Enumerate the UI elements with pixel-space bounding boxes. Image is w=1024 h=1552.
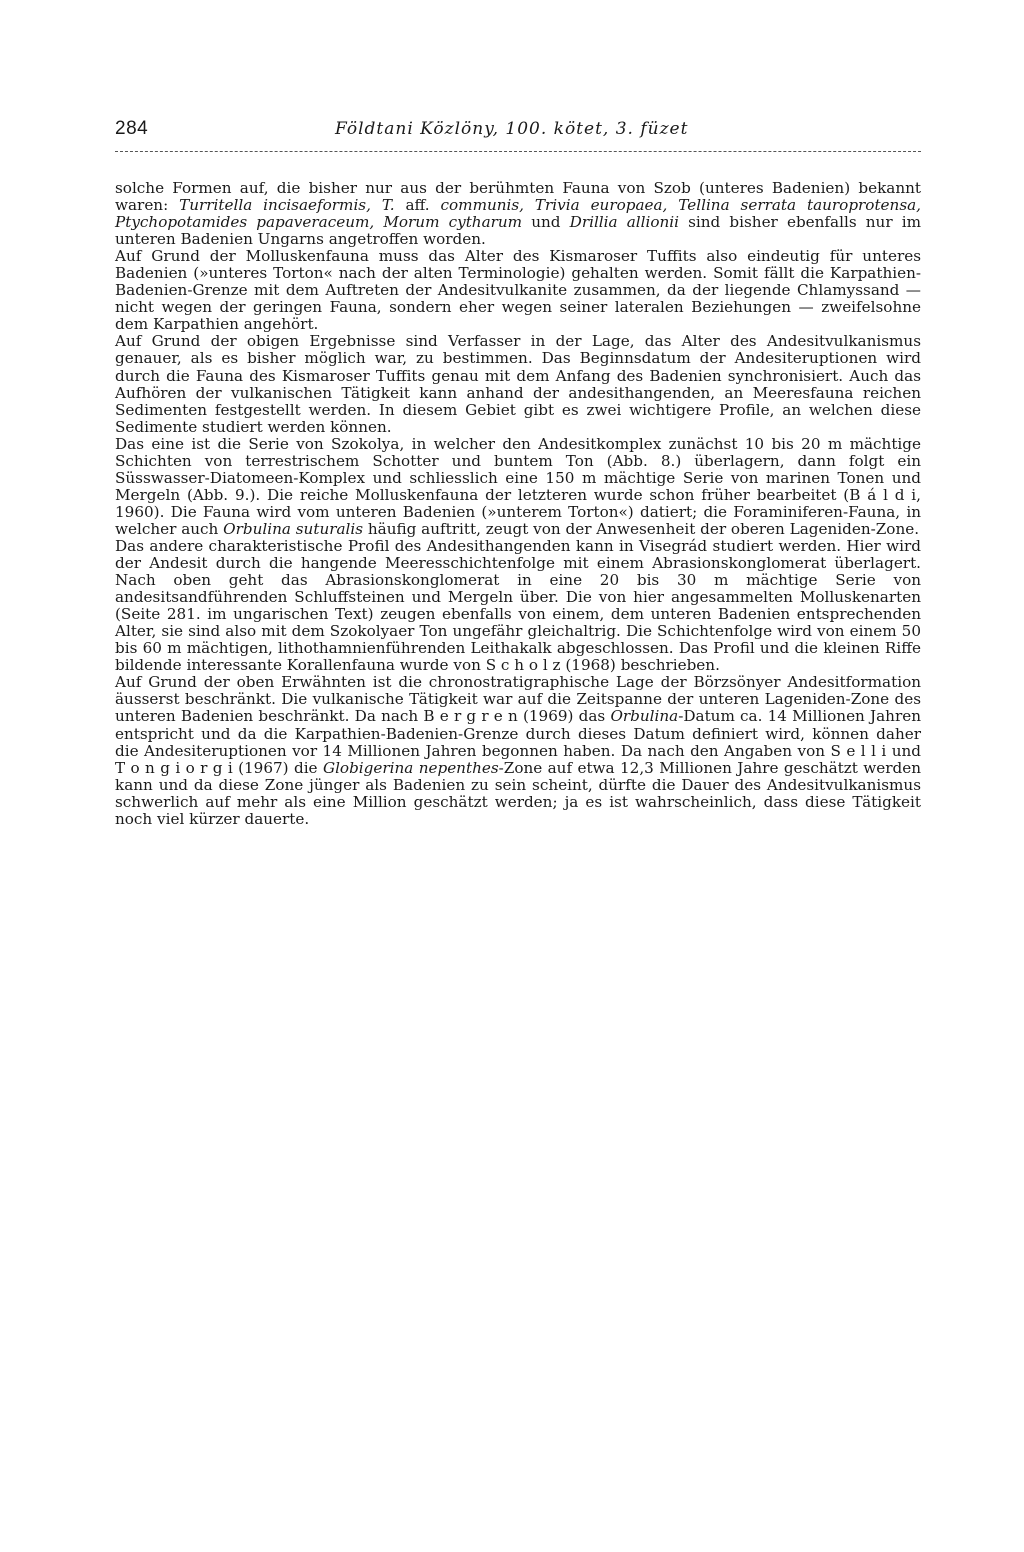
paragraph-1 [115, 180, 921, 248]
italic-run: Drillia allionii [569, 213, 679, 232]
text-run: sind bisher ebenfalls nur im unteren Badenien Ungarns angetroffen worden. [115, 213, 921, 249]
text-run: -Datum ca. 14 Millionen Jahren entspricht und da die Karpathien-Badenien-Grenze durch dieses Datum definiert wird, können daher die Andesiteruptionen vor 14 Millionen Jahren begonnen haben. Da nach den Angaben von S e l l i und T o n g i o r g i (1967) die [115, 707, 921, 777]
page-header [115, 118, 921, 148]
paragraph-4 [115, 436, 921, 538]
text-run: Auf Grund der obigen Ergebnisse sind Verfasser in der Lage, das Alter des Andesitvulkanismus genauer, als es bisher möglich war, zu bestimmen. Das Beginnsdatum der Andesiteruptionen wird durch die Fauna des Kismaroser Tuffits genau mit dem Anfang des Badenien synchronisiert. Auch das Aufhören der vulkanischen Tätigkeit kann anhand der andesithangenden, an Meeresfauna reichen Sedimenten festgestellt werden. In diesem Gebiet gibt es zwei wichtigere Profile, an welchen diese Sedimente studiert werden können. [115, 332, 921, 436]
text-run: und [522, 213, 570, 232]
italic-run: Turritella incisaeformis, T. [179, 196, 395, 215]
text-run: aff. [394, 196, 441, 215]
paragraph-3 [115, 333, 921, 435]
body-text [115, 180, 921, 828]
header-rule [115, 151, 921, 152]
text-run: häufig auftritt, zeugt von der Anwesenheit der oberen Lageniden-Zone. [363, 519, 920, 538]
text-run: Auf Grund der oben Erwähnten ist die chronostratigraphische Lage der Börzsönyer Andesitformation äusserst beschränkt. Die vulkanische Tätigkeit war auf die Zeitspanne der unteren Lageniden-Zone des unteren Badenien beschränkt. Da nach B e r g r e n (1969) das [115, 673, 921, 726]
text-run: -Zone auf etwa 12,3 Millionen Jahre geschätzt werden kann und da diese Zone jünger als Badenien zu sein scheint, dürfte die Dauer des Andesitvulkanismus schwerlich auf mehr als eine Million geschätzt werden; ja es ist wahrscheinlich, dass diese Tätigkeit noch viel kürzer dauerte. [115, 758, 921, 828]
italic-run: Orbulina suturalis [223, 519, 364, 538]
italic-run: Globigerina nepenthes [322, 758, 499, 777]
text-run: Auf Grund der Molluskenfauna muss das Alter des Kismaroser Tuffits also eindeutig für unteres Badenien (»unteres Torton« nach der alten Terminologie) gehalten werden. Somit fällt die Karpathien-Badenien-Grenze mit dem Auftreten der Andesitvulkanite zusammen, da der liegende Chlamyssand — nicht wegen der geringen Fauna, sondern eher wegen seiner lateralen Beziehungen — zweifelsohne dem Karpathien angehört. [115, 247, 921, 334]
page-number: 284 [115, 118, 149, 139]
paragraph-6 [115, 674, 921, 827]
italic-run: Orbulina [610, 707, 679, 726]
italic-run: communis, Trivia europaea, Tellina serrata tauroprotensa, Ptychopotamides papaveraceum, Morum cytharum [115, 196, 921, 232]
text-run: solche Formen auf, die bisher nur aus der berühmten Fauna von Szob (unteres Badenien) bekannt waren: [115, 179, 921, 215]
paragraph-2 [115, 248, 921, 333]
text-run: Das andere charakteristische Profil des Andesithangenden kann in Visegrád studiert werden. Hier wird der Andesit durch die hangende Meeresschichtenfolge mit einem Abrasionskonglomerat überlagert. Nach oben geht das Abrasionskonglomerat in eine 20 bis 30 m mächtige Serie von andesitsandführenden Schluffsteinen und Mergeln über. Die von hier angesammelten Molluskenarten (Seite 281. im ungarischen Text) zeugen ebenfalls von einem, dem unteren Badenien entsprechenden Alter, sie sind also mit dem Szokolyaer Ton ungefähr gleichaltrig. Die Schichtenfolge wird von einem 50 bis 60 m mächtigen, lithothamnienführenden Leithakalk abgeschlossen. Das Profil und die kleinen Riffe bildende interessante Korallenfauna wurde von S c h o l z (1968) beschrieben. [115, 536, 921, 675]
running-head: Földtani Közlöny, 100. kötet, 3. füzet [335, 119, 689, 139]
paragraph-5 [115, 538, 921, 674]
text-run: Das eine ist die Serie von Szokolya, in welcher den Andesitkomplex zunächst 10 bis 20 m mächtige Schichten von terrestrischem Schotter und buntem Ton (Abb. 8.) überlagern, dann folgt ein Süsswasser-Diatomeen-Komplex und schliesslich eine 150 m mächtige Serie von marinen Tonen und Mergeln (Abb. 9.). Die reiche Molluskenfauna der letzteren wurde schon früher bearbeitet (B á l d i, 1960). Die Fauna wird vom unteren Badenien (»unterem Torton«) datiert; die Foraminiferen-Fauna, in welcher auch [115, 434, 921, 538]
